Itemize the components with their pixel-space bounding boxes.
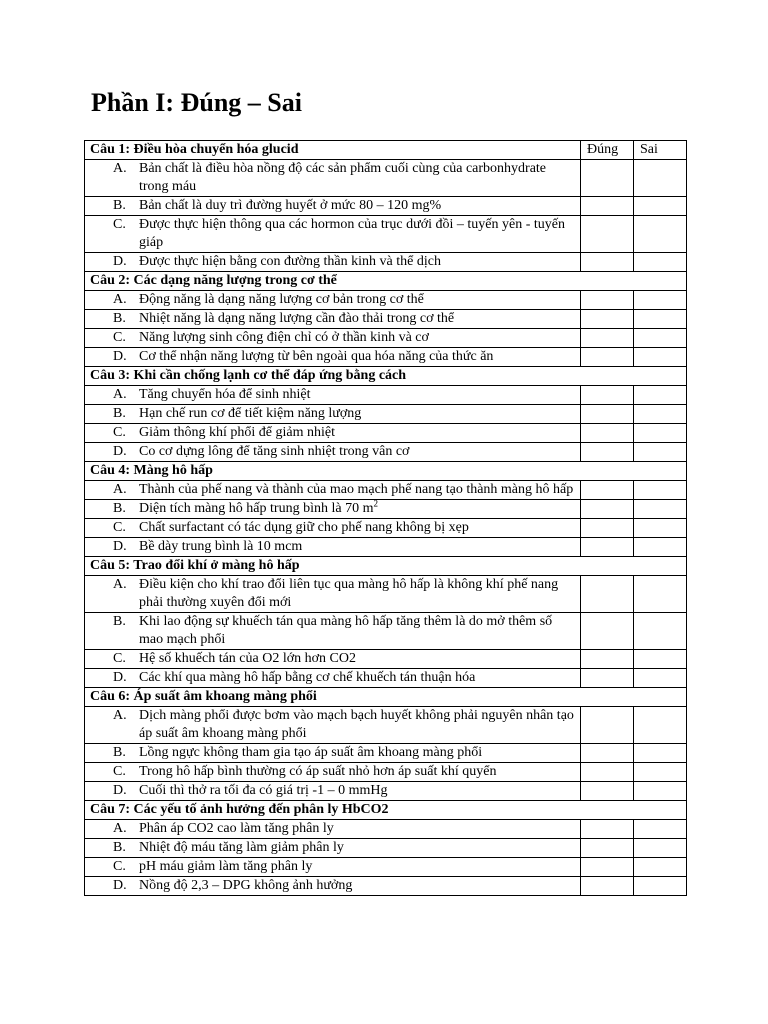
true-false-table	[84, 140, 687, 896]
option-cell	[85, 481, 581, 500]
answer-cell-true[interactable]	[581, 481, 634, 500]
option-cell	[85, 197, 581, 216]
option-content	[97, 519, 575, 537]
option-row	[85, 858, 687, 877]
answer-cell-false[interactable]	[634, 424, 687, 443]
option-text: Giảm thông khí phổi để giảm nhiệt	[139, 425, 335, 440]
question-7-title: Câu 7: Các yếu tố ảnh hưởng đến phân ly HbCO2	[85, 801, 687, 820]
option-letter: A.	[113, 708, 127, 723]
option-cell	[85, 613, 581, 650]
option-row	[85, 424, 687, 443]
answer-cell-false[interactable]	[634, 782, 687, 801]
option-content	[97, 782, 575, 800]
option-cell	[85, 576, 581, 613]
answer-cell-true[interactable]	[581, 310, 634, 329]
answer-cell-true[interactable]	[581, 443, 634, 462]
option-content	[97, 481, 575, 499]
option-content	[97, 877, 575, 895]
option-text: Bản chất là điều hòa nồng độ các sản phẩm cuối cùng của carbonhydrate trong máu	[139, 161, 547, 194]
option-row	[85, 538, 687, 557]
option-cell	[85, 839, 581, 858]
answer-cell-true[interactable]	[581, 253, 634, 272]
option-content	[97, 650, 575, 668]
answer-cell-true[interactable]	[581, 500, 634, 519]
answer-cell-false[interactable]	[634, 650, 687, 669]
option-row	[85, 707, 687, 744]
question-2-title: Câu 2: Các dạng năng lượng trong cơ thể	[85, 272, 687, 291]
option-row	[85, 500, 687, 519]
option-row	[85, 443, 687, 462]
answer-cell-true[interactable]	[581, 820, 634, 839]
option-text: Các khí qua màng hô hấp bằng cơ chế khuếch tán thuận hóa	[139, 670, 476, 685]
option-content	[97, 538, 575, 556]
option-content	[97, 405, 575, 423]
option-letter: D.	[113, 349, 127, 364]
option-cell	[85, 405, 581, 424]
option-letter: B.	[113, 501, 126, 516]
option-text: Dịch màng phổi được bơm vào mạch bạch huyết không phải nguyên nhân tạo áp suất âm khoang màng phổi	[139, 708, 574, 741]
answer-cell-false[interactable]	[634, 500, 687, 519]
option-cell	[85, 877, 581, 896]
option-row	[85, 348, 687, 367]
header-row	[85, 141, 687, 160]
question-row	[85, 367, 687, 386]
option-text: Phân áp CO2 cao làm tăng phân ly	[139, 821, 334, 836]
option-letter: C.	[113, 520, 126, 535]
answer-cell-false[interactable]	[634, 744, 687, 763]
answer-cell-false[interactable]	[634, 291, 687, 310]
option-cell	[85, 707, 581, 744]
option-letter: A.	[113, 387, 127, 402]
answer-cell-true[interactable]	[581, 291, 634, 310]
option-cell	[85, 386, 581, 405]
answer-cell-true[interactable]	[581, 216, 634, 253]
option-content	[97, 348, 575, 366]
option-content	[97, 160, 575, 196]
question-row	[85, 688, 687, 707]
answer-cell-false[interactable]	[634, 405, 687, 424]
option-text: Diện tích màng hô hấp trung bình là 70 m	[139, 501, 374, 516]
option-row	[85, 669, 687, 688]
option-row	[85, 613, 687, 650]
answer-cell-false[interactable]	[634, 839, 687, 858]
answer-cell-true[interactable]	[581, 669, 634, 688]
option-text: pH máu giảm làm tăng phân ly	[139, 859, 313, 874]
option-text: Năng lượng sinh công điện chỉ có ở thần kinh và cơ	[139, 330, 429, 345]
answer-cell-false[interactable]	[634, 443, 687, 462]
answer-cell-false[interactable]	[634, 386, 687, 405]
option-row	[85, 481, 687, 500]
answer-cell-true[interactable]	[581, 519, 634, 538]
option-content	[97, 253, 575, 271]
answer-cell-false[interactable]	[634, 538, 687, 557]
option-row	[85, 386, 687, 405]
option-content	[97, 443, 575, 461]
option-row	[85, 291, 687, 310]
answer-cell-false[interactable]	[634, 669, 687, 688]
answer-cell-false[interactable]	[634, 763, 687, 782]
option-text: Bản chất là duy trì đường huyết ở mức 80 – 120 mg%	[139, 198, 442, 213]
page-title: Phần I: Đúng – Sai	[91, 88, 302, 117]
option-text: Cơ thể nhận năng lượng từ bên ngoài qua hóa năng của thức ăn	[139, 349, 494, 364]
option-content	[97, 613, 575, 649]
option-letter: A.	[113, 292, 127, 307]
option-row	[85, 216, 687, 253]
option-row	[85, 877, 687, 896]
option-text: Nồng độ 2,3 – DPG không ảnh hưởng	[139, 878, 353, 893]
answer-cell-true[interactable]	[581, 405, 634, 424]
option-row	[85, 405, 687, 424]
option-row	[85, 820, 687, 839]
answer-cell-true[interactable]	[581, 763, 634, 782]
option-content	[97, 310, 575, 328]
option-letter: B.	[113, 840, 126, 855]
answer-cell-false[interactable]	[634, 348, 687, 367]
answer-cell-true[interactable]	[581, 707, 634, 744]
option-content	[97, 858, 575, 876]
option-content	[97, 197, 575, 215]
option-text: Trong hô hấp bình thường có áp suất nhỏ hơn áp suất khí quyển	[139, 764, 497, 779]
answer-cell-false[interactable]	[634, 576, 687, 613]
option-text: Được thực hiện bằng con đường thần kinh và thể dịch	[139, 254, 441, 269]
option-letter: A.	[113, 482, 127, 497]
answer-cell-true[interactable]	[581, 613, 634, 650]
option-text: Khi lao động sự khuếch tán qua màng hô hấp tăng thêm là do mở thêm số mao mạch phổi	[139, 614, 553, 647]
option-letter: A.	[113, 821, 127, 836]
answer-cell-true[interactable]	[581, 329, 634, 348]
option-text: Động năng là dạng năng lượng cơ bản trong cơ thể	[139, 292, 424, 307]
answer-cell-false[interactable]	[634, 877, 687, 896]
option-cell	[85, 160, 581, 197]
option-text: Lồng ngực không tham gia tạo áp suất âm khoang màng phổi	[139, 745, 483, 760]
option-letter: C.	[113, 859, 126, 874]
answer-cell-true[interactable]	[581, 538, 634, 557]
answer-cell-true[interactable]	[581, 386, 634, 405]
option-cell	[85, 500, 581, 519]
option-text: Nhiệt năng là dạng năng lượng cần đào thải trong cơ thể	[139, 311, 455, 326]
option-cell	[85, 291, 581, 310]
option-cell	[85, 820, 581, 839]
answer-cell-false[interactable]	[634, 481, 687, 500]
option-letter: C.	[113, 651, 126, 666]
option-text: Thành của phế nang và thành của mao mạch phế nang tạo thành màng hô hấp	[139, 482, 574, 497]
option-cell	[85, 650, 581, 669]
option-content	[97, 424, 575, 442]
answer-cell-false[interactable]	[634, 519, 687, 538]
question-3-title: Câu 3: Khi cần chống lạnh cơ thể đáp ứng bằng cách	[85, 367, 687, 386]
option-letter: A.	[113, 161, 127, 176]
option-letter: D.	[113, 444, 127, 459]
option-cell	[85, 519, 581, 538]
answer-cell-true[interactable]	[581, 744, 634, 763]
option-letter: C.	[113, 330, 126, 345]
option-cell	[85, 348, 581, 367]
option-text: Co cơ dựng lông để tăng sinh nhiệt trong vân cơ	[139, 444, 410, 459]
option-text: Hệ số khuếch tán của O2 lớn hơn CO2	[139, 651, 356, 666]
option-text: Điều kiện cho khí trao đổi liên tục qua màng hô hấp là không khí phế nang phải thường xuyên đổi mới	[139, 577, 559, 610]
option-cell	[85, 669, 581, 688]
option-content	[97, 216, 575, 252]
option-letter: B.	[113, 311, 126, 326]
option-content	[97, 744, 575, 762]
option-row	[85, 576, 687, 613]
column-header-true: Đúng	[581, 141, 634, 160]
option-letter: C.	[113, 425, 126, 440]
option-row	[85, 839, 687, 858]
option-cell	[85, 443, 581, 462]
option-cell	[85, 253, 581, 272]
question-table-body	[85, 141, 687, 896]
option-cell	[85, 763, 581, 782]
answer-cell-true[interactable]	[581, 839, 634, 858]
option-cell	[85, 216, 581, 253]
option-text: Nhiệt độ máu tăng làm giảm phân ly	[139, 840, 344, 855]
option-text: Chất surfactant có tác dụng giữ cho phế nang không bị xẹp	[139, 520, 469, 535]
option-content	[97, 576, 575, 612]
column-header-false: Sai	[634, 141, 687, 160]
question-row	[85, 272, 687, 291]
option-cell	[85, 858, 581, 877]
option-content	[97, 291, 575, 309]
answer-cell-false[interactable]	[634, 820, 687, 839]
option-row	[85, 650, 687, 669]
option-letter: C.	[113, 764, 126, 779]
option-text: Được thực hiện thông qua các hormon của trục dưới đồi – tuyến yên - tuyến giáp	[139, 217, 565, 250]
option-letter: D.	[113, 670, 127, 685]
option-text: Cuối thì thở ra tối đa có giá trị -1 – 0 mmHg	[139, 783, 388, 798]
option-row	[85, 310, 687, 329]
option-row	[85, 763, 687, 782]
option-text: Bề dày trung bình là 10 mcm	[139, 539, 303, 554]
question-row	[85, 557, 687, 576]
answer-cell-false[interactable]	[634, 160, 687, 197]
option-cell	[85, 310, 581, 329]
option-content	[97, 707, 575, 743]
option-row	[85, 253, 687, 272]
answer-cell-false[interactable]	[634, 613, 687, 650]
option-letter: B.	[113, 614, 126, 629]
option-text: Tăng chuyển hóa để sinh nhiệt	[139, 387, 311, 402]
answer-cell-true[interactable]	[581, 858, 634, 877]
answer-cell-false[interactable]	[634, 329, 687, 348]
answer-cell-true[interactable]	[581, 650, 634, 669]
option-cell	[85, 329, 581, 348]
option-content	[97, 839, 575, 857]
option-letter: D.	[113, 783, 127, 798]
option-content	[97, 763, 575, 781]
answer-cell-false[interactable]	[634, 216, 687, 253]
option-letter: B.	[113, 745, 126, 760]
option-cell	[85, 424, 581, 443]
answer-cell-true[interactable]	[581, 877, 634, 896]
option-cell	[85, 744, 581, 763]
option-content	[97, 500, 575, 518]
answer-cell-false[interactable]	[634, 310, 687, 329]
option-content	[97, 820, 575, 838]
question-row	[85, 801, 687, 820]
answer-cell-true[interactable]	[581, 348, 634, 367]
question-1-title: Câu 1: Điều hòa chuyển hóa glucid	[85, 141, 581, 160]
option-content	[97, 329, 575, 347]
option-superscript: 2	[373, 498, 378, 509]
option-letter: A.	[113, 577, 127, 592]
answer-cell-false[interactable]	[634, 197, 687, 216]
option-row	[85, 329, 687, 348]
option-row	[85, 744, 687, 763]
option-content	[97, 669, 575, 687]
option-row	[85, 782, 687, 801]
answer-cell-true[interactable]	[581, 576, 634, 613]
option-content	[97, 386, 575, 404]
option-letter: D.	[113, 254, 127, 269]
option-letter: B.	[113, 406, 126, 421]
answer-cell-true[interactable]	[581, 782, 634, 801]
question-row	[85, 462, 687, 481]
question-5-title: Câu 5: Trao đổi khí ở màng hô hấp	[85, 557, 687, 576]
option-text: Hạn chế run cơ để tiết kiệm năng lượng	[139, 406, 362, 421]
option-cell	[85, 782, 581, 801]
option-letter: B.	[113, 198, 126, 213]
question-6-title: Câu 6: Áp suất âm khoang màng phổi	[85, 688, 687, 707]
option-row	[85, 160, 687, 197]
option-row	[85, 519, 687, 538]
answer-cell-false[interactable]	[634, 253, 687, 272]
option-letter: D.	[113, 539, 127, 554]
option-cell	[85, 538, 581, 557]
answer-cell-false[interactable]	[634, 858, 687, 877]
answer-cell-true[interactable]	[581, 160, 634, 197]
answer-cell-true[interactable]	[581, 197, 634, 216]
answer-cell-false[interactable]	[634, 707, 687, 744]
option-letter: C.	[113, 217, 126, 232]
answer-cell-true[interactable]	[581, 424, 634, 443]
option-letter: D.	[113, 878, 127, 893]
question-4-title: Câu 4: Màng hô hấp	[85, 462, 687, 481]
option-row	[85, 197, 687, 216]
